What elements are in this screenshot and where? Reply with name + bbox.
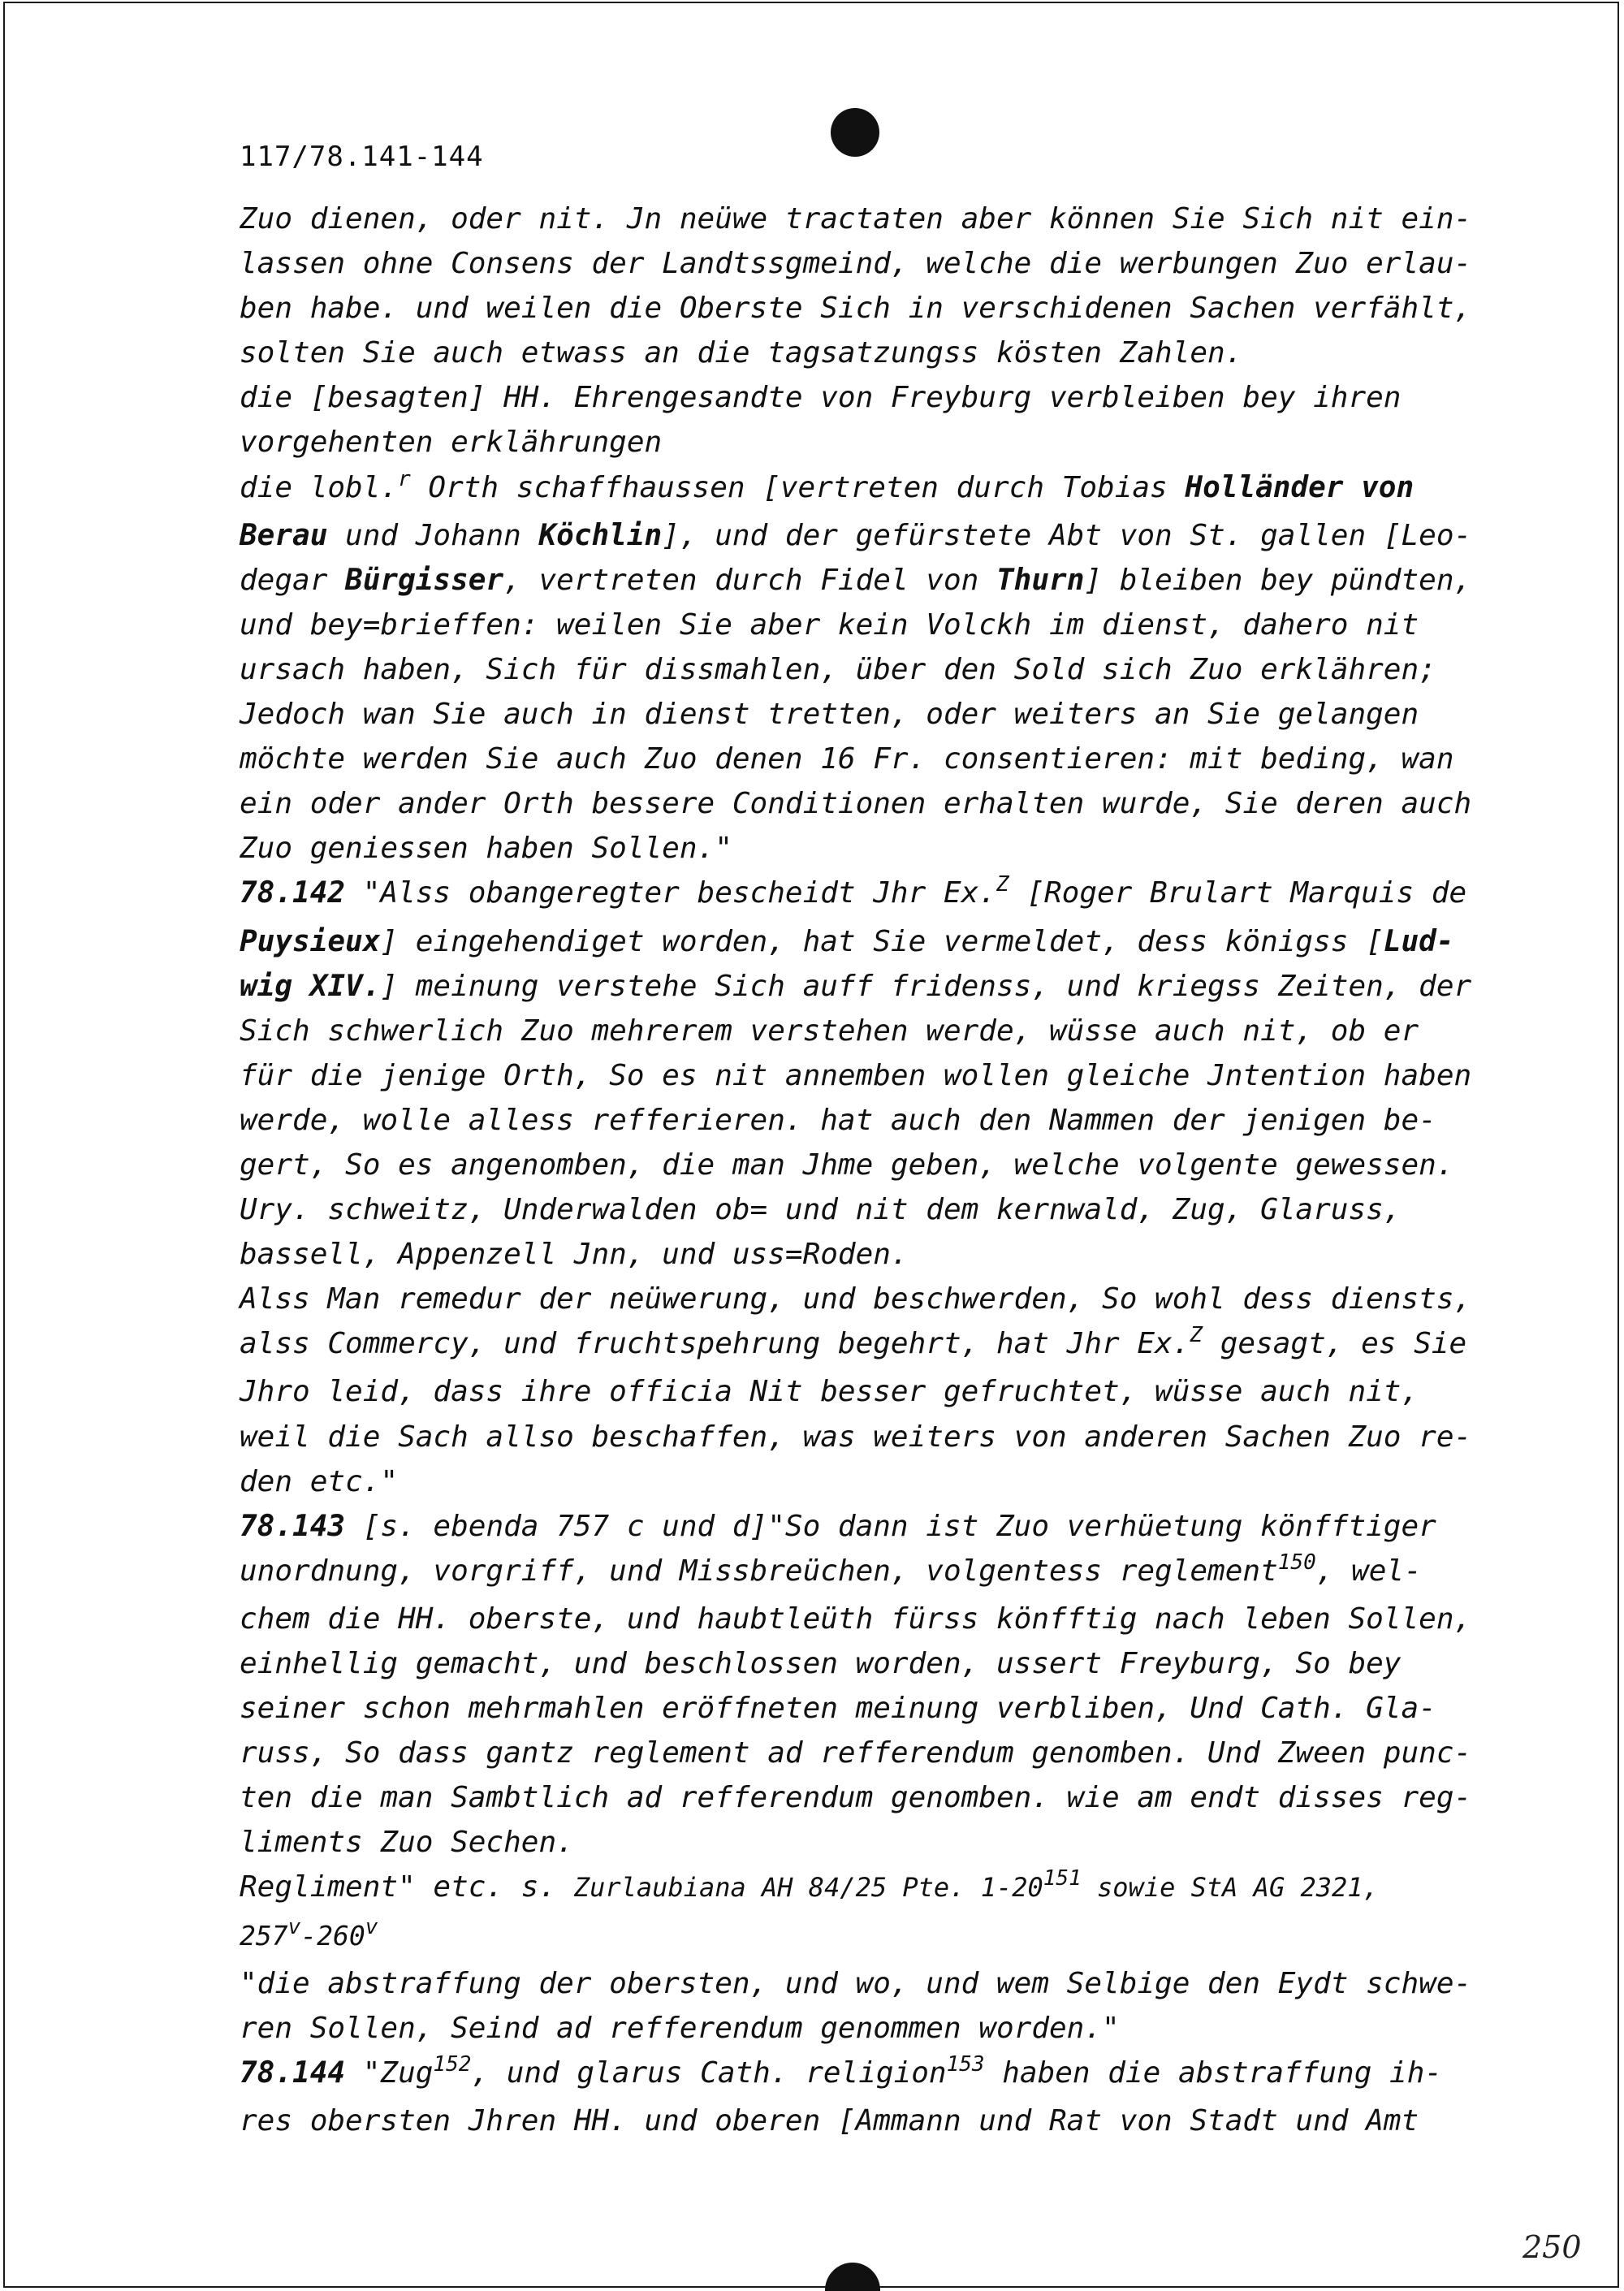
document-body bbox=[240, 197, 1490, 2143]
person-name: Bürgisser bbox=[345, 563, 504, 597]
section-number: 78.142 bbox=[240, 876, 346, 910]
person-name: Thurn bbox=[996, 563, 1085, 597]
text-line: Berau und Johann Köchlin], und der gefürstete Abt von St. gallen [Leo- bbox=[240, 518, 1472, 552]
text-line: Puysieux] eingehendiget worden, hat Sie vermeldet, dess königss [Lud- bbox=[240, 924, 1454, 958]
text-line: werde, wolle alless refferieren. hat auch den Nammen der jenigen be- bbox=[240, 1103, 1436, 1137]
text-line: die lobl.$^r$ Orth schaffhaussen [vertreten durch Tobias Holländer von bbox=[240, 466, 1415, 504]
text-line: Alss Man remedur der neüwerung, und beschwerden, So wohl dess diensts, bbox=[240, 1282, 1472, 1316]
text-line: Sich schwerlich Zuo mehrerem verstehen werde, wüsse auch nit, ob er bbox=[240, 1014, 1419, 1048]
handwritten-page-number: 250 bbox=[1522, 2229, 1582, 2265]
text-line: Zuo dienen, oder nit. Jn neüwe tractaten aber können Sie Sich nit ein- bbox=[240, 202, 1472, 236]
text-line: den etc." bbox=[240, 1464, 399, 1498]
section-number: 78.143 bbox=[240, 1509, 346, 1543]
footnote-ref: 152 bbox=[433, 2051, 472, 2077]
text-line: russ, So dass gantz reglement ad refferendum genomben. Und Zween punc- bbox=[240, 1736, 1472, 1770]
text-line: Ury. schweitz, Underwalden ob= und nit dem kernwald, Zug, Glaruss, bbox=[240, 1193, 1402, 1227]
text-line: lassen ohne Consens der Landtssgmeind, welche die werbungen Zuo erlau- bbox=[240, 247, 1472, 281]
text-line: Zuo geniessen haben Sollen." bbox=[240, 832, 732, 866]
footnote-ref: 151 bbox=[1043, 1866, 1082, 1891]
text-line: solten Sie auch etwass an die tagsatzungss kösten Zahlen. bbox=[240, 336, 1243, 370]
section-number: 78.144 bbox=[240, 2055, 346, 2090]
footnote-ref: 153 bbox=[946, 2051, 985, 2077]
text-line: alss Commercy, und fruchtspehrung begehrt, hat Jhr Ex.$^Z$ gesagt, es Sie bbox=[240, 1323, 1467, 1361]
person-name: Köchlin bbox=[538, 518, 663, 552]
text-line: liments Zuo Sechen. bbox=[240, 1826, 574, 1860]
text-line: weil die Sach allso beschaffen, was weiters von anderen Sachen Zuo re- bbox=[240, 1420, 1472, 1454]
text-line: gert, So es angenomben, die man Jhme geben, welche volgente gewessen. bbox=[240, 1148, 1454, 1182]
text-line: degar Bürgisser, vertreten durch Fidel von Thurn] bleiben bey pündten, bbox=[240, 563, 1472, 597]
text-line: und bey=brieffen: weilen Sie aber kein Volckh im dienst, dahero nit bbox=[240, 607, 1419, 642]
text-line: für die jenige Orth, So es nit annemben wollen gleiche Jntention haben bbox=[240, 1058, 1472, 1092]
footnote-ref: 150 bbox=[1277, 1550, 1316, 1575]
text-line: unordnung, vorgriff, und Missbreüchen, volgentess reglement$^{150}$, wel- bbox=[240, 1550, 1422, 1588]
text-line: Regliment" etc. s. Zurlaubiana AH 84/25 Pte. $1-20^{151}$ sowie StA AG 2321, bbox=[240, 1866, 1379, 1904]
person-name: Holländer von bbox=[1185, 470, 1415, 504]
text-line: einhellig gemacht, und beschlossen worden, ussert Freyburg, So bey bbox=[240, 1647, 1402, 1680]
person-name: Berau bbox=[240, 518, 328, 552]
text-line: Jhro leid, dass ihre officia Nit besser gefruchtet, wüsse auch nit, bbox=[240, 1375, 1419, 1409]
text-line: Jedoch wan Sie auch in dienst tretten, oder weiters an Sie gelangen bbox=[240, 698, 1419, 732]
person-name: Lud- bbox=[1383, 924, 1454, 958]
text-line: möchte werden Sie auch Zuo denen 16 Fr. consentieren: mit beding, wan bbox=[240, 742, 1454, 776]
text-line: ein oder ander Orth bessere Conditionen erhalten wurde, Sie deren auch bbox=[240, 787, 1472, 821]
person-name: wig XIV. bbox=[240, 969, 381, 1003]
text-line: 78.142 "Alss obangeregter bescheidt Jhr Ex.$^Z$ [Roger Brulart Marquis de bbox=[240, 872, 1467, 910]
punch-hole-top bbox=[831, 108, 879, 157]
text-line: vorgehenten erklährungen bbox=[240, 426, 663, 460]
text-line: seiner schon mehrmahlen eröffneten meinung verbliben, Und Cath. Gla- bbox=[240, 1692, 1436, 1726]
text-line: 257$^v$-260$^v$ bbox=[240, 1914, 378, 1952]
text-line: ursach haben, Sich für dissmahlen, über den Sold sich Zuo erklähren; bbox=[240, 652, 1436, 686]
text-line: wig XIV.] meinung verstehe Sich auff fridenss, und kriegss Zeiten, der bbox=[240, 969, 1472, 1003]
text-line: ten die man Sambtlich ad refferendum genomben. wie am endt disses reg- bbox=[240, 1781, 1472, 1815]
text-line: "die abstraffung der obersten, und wo, und wem Selbige den Eydt schwe- bbox=[240, 1966, 1472, 2000]
document-reference: 117/78.141-144 bbox=[240, 140, 484, 173]
text-line: res obersten Jhren HH. und oberen [Ammann und Rat von Stadt und Amt bbox=[240, 2103, 1419, 2138]
text-line: chem die HH. oberste, und haubtleüth fürss könfftig nach leben Sollen, bbox=[240, 1602, 1472, 1636]
person-name: Puysieux bbox=[240, 924, 381, 958]
text-line: die [besagten] HH. Ehrengesandte von Freyburg verbleiben bey ihren bbox=[240, 381, 1402, 415]
text-line: ren Sollen, Seind ad refferendum genommen worden." bbox=[240, 2011, 1120, 2045]
text-line: bassell, Appenzell Jnn, und uss=Roden. bbox=[240, 1238, 909, 1272]
text-line: 78.143 [s. ebenda 757 c und d]"So dann ist Zuo verhüetung könfftiger bbox=[240, 1509, 1436, 1543]
text-line: ben habe. und weilen die Oberste Sich in verschidenen Sachen verfählt, bbox=[240, 292, 1472, 326]
text-line: 78.144 "Zug$^{152}$, und glarus Cath. religion$^{153}$ haben die abstraffung ih- bbox=[240, 2051, 1443, 2090]
